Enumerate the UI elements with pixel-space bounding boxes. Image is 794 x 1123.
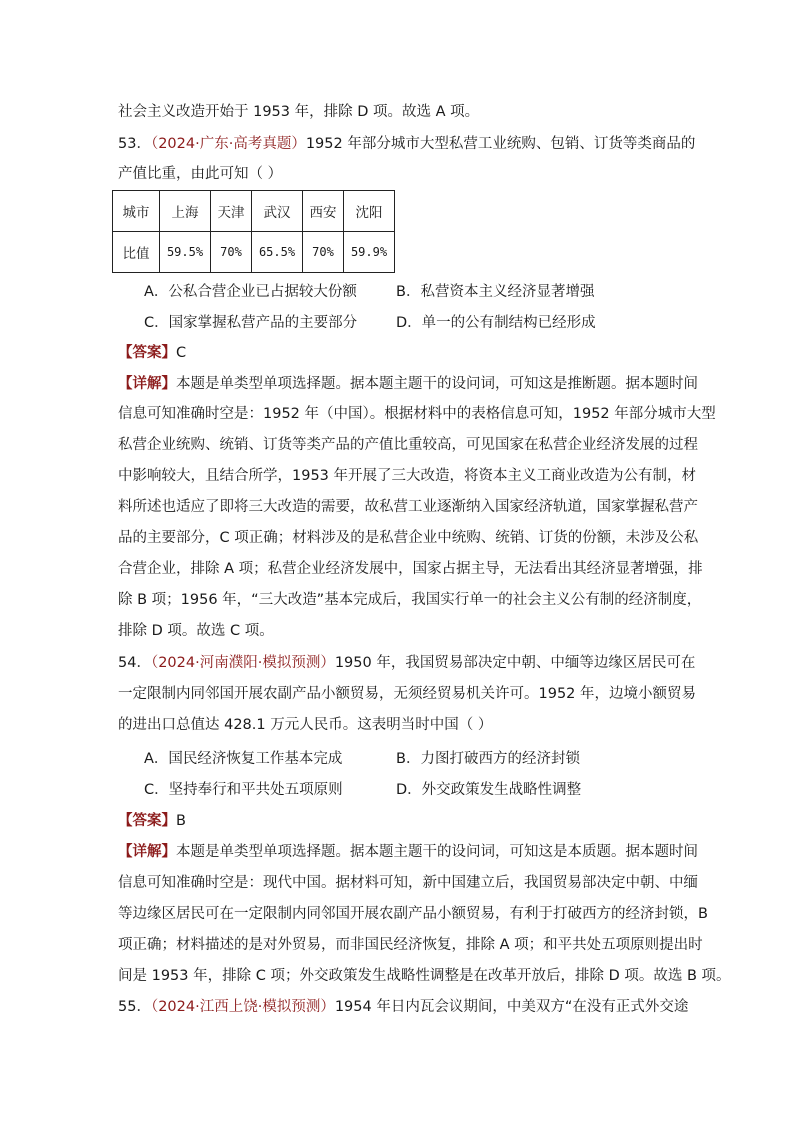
option-c: C．国家掌握私营产品的主要部分 bbox=[144, 315, 358, 331]
question-stem-text: 1954 年日内瓦会议期间，中美双方“在没有正式外交途 bbox=[334, 999, 689, 1015]
option-a: A．国民经济恢复工作基本完成 bbox=[144, 751, 343, 767]
table-cell: 沈阳 bbox=[344, 191, 395, 232]
question-number: 54． bbox=[118, 655, 151, 671]
previous-answer-tail: 社会主义改造开始于 1953 年，排除 D 项。故选 A 项。 bbox=[118, 104, 480, 120]
table-cell: 65.5% bbox=[252, 232, 303, 273]
answer-value: C bbox=[176, 345, 187, 361]
detail-line: 品的主要部分，C 项正确；材料涉及的是私营企业中统购、统销、订货的份额，未涉及公私 bbox=[118, 530, 699, 546]
table-cell: 城市 bbox=[113, 191, 160, 232]
option-d: D．单一的公有制结构已经形成 bbox=[396, 315, 596, 331]
table-cell: 上海 bbox=[160, 191, 211, 232]
question-53-stem-cont: 产值比重，由此可知（ ） bbox=[118, 166, 283, 182]
table-cell: 59.5% bbox=[160, 232, 211, 273]
detail-line: 私营企业统购、统销、订货等类产品的产值比重较高，可见国家在私营企业经济发展的过程 bbox=[118, 437, 698, 453]
answer-line bbox=[118, 811, 186, 831]
question-source: （2024·广东·高考真题） bbox=[150, 136, 306, 152]
table-cell: 59.9% bbox=[344, 232, 395, 273]
question-number: 53． bbox=[118, 136, 151, 152]
option-b: B．力图打破西方的经济封锁 bbox=[396, 751, 580, 767]
table-row bbox=[113, 191, 395, 232]
detail-line: 排除 D 项。故选 C 项。 bbox=[118, 623, 274, 639]
question-54-stem-cont: 一定限制内同邻国开展农副产品小额贸易，无须经贸易机关许可。1952 年，边境小额贸易 bbox=[118, 686, 697, 702]
question-54-stem bbox=[118, 653, 695, 673]
question-source: （2024·江西上饶·模拟预测） bbox=[150, 999, 335, 1015]
detail-label: 【详解】 bbox=[118, 376, 176, 392]
city-ratio-table bbox=[112, 190, 395, 273]
detail-line: 合营企业，排除 A 项；私营企业经济发展中，国家占据主导，无法看出其经济显著增强，排 bbox=[118, 561, 703, 577]
question-source: （2024·河南濮阳·模拟预测） bbox=[150, 655, 335, 671]
option-d: D．外交政策发生战略性调整 bbox=[396, 782, 582, 798]
detail-line bbox=[118, 374, 698, 394]
detail-text: 本题是单类型单项选择题。据本题主题干的设问词，可知这是推断题。据本题时间 bbox=[176, 376, 698, 392]
answer-line bbox=[118, 343, 186, 363]
question-stem-text: 1952 年部分城市大型私营工业统购、包销、订货等类商品的 bbox=[305, 136, 696, 152]
detail-line: 间是 1953 年，排除 C 项；外交政策发生战略性调整是在改革开放后，排除 D 项。故选 B 项。 bbox=[118, 968, 731, 984]
option-b: B．私营资本主义经济显著增强 bbox=[396, 284, 595, 300]
answer-label: 【答案】 bbox=[118, 345, 176, 361]
detail-line bbox=[118, 842, 698, 862]
option-c: C．坚持奉行和平共处五项原则 bbox=[144, 782, 343, 798]
table-cell: 天津 bbox=[211, 191, 252, 232]
question-54-stem-cont: 的进出口总值达 428.1 万元人民币。这表明当时中国（ ） bbox=[118, 717, 493, 733]
answer-value: B bbox=[176, 813, 186, 829]
detail-line: 信息可知准确时空是：1952 年（中国）。根据材料中的表格信息可知，1952 年部分城市大型 bbox=[118, 406, 716, 422]
table-cell: 比值 bbox=[113, 232, 160, 273]
detail-label: 【详解】 bbox=[118, 844, 176, 860]
answer-label: 【答案】 bbox=[118, 813, 176, 829]
detail-text: 本题是单类型单项选择题。据本题主题干的设问词，可知这是本质题。据本题时间 bbox=[176, 844, 698, 860]
detail-line: 中影响较大，且结合所学，1953 年开展了三大改造，将资本主义工商业改造为公有制，材 bbox=[118, 468, 697, 484]
question-stem-text: 1950 年，我国贸易部决定中朝、中缅等边缘区居民可在 bbox=[334, 655, 696, 671]
question-55-stem bbox=[118, 997, 688, 1017]
option-a: A．公私合营企业已占据较大份额 bbox=[144, 284, 357, 300]
question-53-stem bbox=[118, 134, 695, 154]
detail-line: 等边缘区居民可在一定限制内同邻国开展农副产品小额贸易，有利于打破西方的经济封锁，B bbox=[118, 906, 708, 922]
table-cell: 70% bbox=[211, 232, 252, 273]
detail-line: 除 B 项；1956 年，“三大改造”基本完成后，我国实行单一的社会主义公有制的经济制度， bbox=[118, 592, 702, 608]
detail-line: 项正确；材料描述的是对外贸易，而非国民经济恢复，排除 A 项；和平共处五项原则提出时 bbox=[118, 937, 703, 953]
detail-line: 信息可知准确时空是：现代中国。据材料可知，新中国建立后，我国贸易部决定中朝、中缅 bbox=[118, 875, 698, 891]
table-cell: 西安 bbox=[303, 191, 344, 232]
table-cell: 70% bbox=[303, 232, 344, 273]
detail-line: 料所述也适应了即将三大改造的需要，故私营工业逐渐纳入国家经济轨道，国家掌握私营产 bbox=[118, 499, 698, 515]
table-row bbox=[113, 232, 395, 273]
question-number: 55． bbox=[118, 999, 151, 1015]
table-cell: 武汉 bbox=[252, 191, 303, 232]
